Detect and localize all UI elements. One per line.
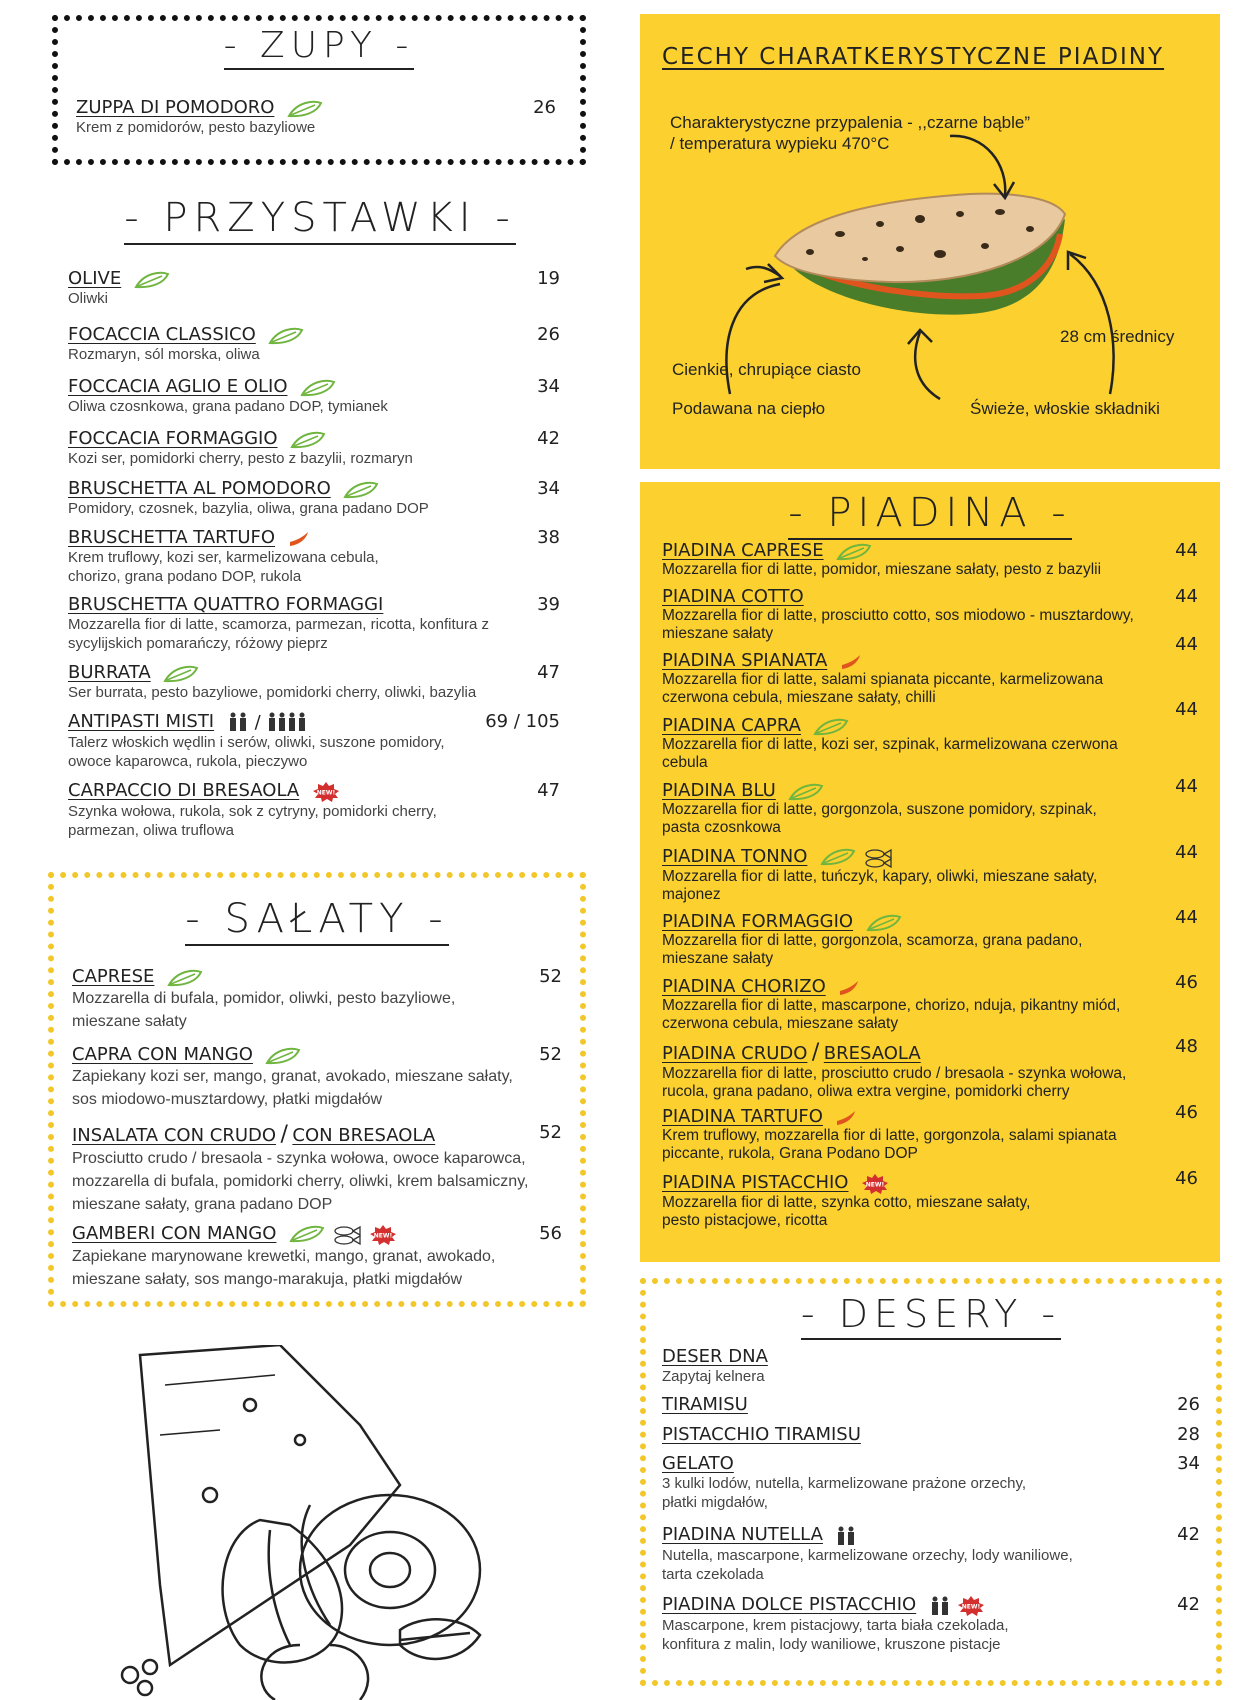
- item-description: konfitura z malin, lody waniliowe, kruszone pistacje: [662, 1635, 1001, 1653]
- menu-item: [662, 1524, 1200, 1584]
- menu-item: [72, 1122, 562, 1216]
- menu-item: [68, 662, 560, 702]
- item-description: Mozzarella fior di latte, tuńczyk, kapary, oliwki, mieszane sałaty,: [662, 867, 1098, 885]
- menu-item: [662, 1102, 1198, 1163]
- item-description: Mozzarella fior di latte, gorgonzola, scamorza, grana padano,: [662, 932, 1083, 949]
- menu-item: [68, 428, 560, 468]
- section-piadina: [640, 482, 1220, 1262]
- item-description: Zapiekane marynowane krewetki, mango, granat, awokado,: [72, 1247, 496, 1265]
- item-description: cebula: [662, 754, 708, 771]
- item-description: chorizo, grana podano DOP, rukola: [68, 568, 302, 585]
- item-name: GAMBERI CON MANGO: [72, 1223, 277, 1244]
- item-name: PIADINA CAPRESE: [662, 540, 824, 561]
- menu-item: [68, 376, 560, 416]
- leaf-icon: [343, 481, 379, 499]
- section-title: [60, 195, 580, 241]
- section-zupy: [52, 15, 586, 165]
- item-description: Pomidory, czosnek, bazylia, oliwa, grana padano DOP: [68, 500, 429, 517]
- item-price: 44: [1175, 540, 1198, 561]
- section-title: [58, 25, 580, 66]
- menu-item: [76, 97, 562, 137]
- feature-note: 28 cm średnicy: [1060, 327, 1175, 346]
- item-name: DESER DNA: [662, 1346, 768, 1367]
- item-description: Mozzarella fior di latte, gorgonzola, suszone pomidory, szpinak,: [662, 801, 1097, 818]
- leaf-icon: [163, 665, 199, 683]
- item-name: PIADINA COTTO: [662, 586, 804, 607]
- item-name: CAPRA CON MANGO: [72, 1044, 253, 1065]
- svg-text:NEW!: NEW!: [373, 1232, 393, 1240]
- leaf-icon: [820, 848, 856, 866]
- item-price: 52: [539, 1044, 562, 1065]
- item-name: BRESAOLA: [823, 1043, 921, 1064]
- menu-item: [662, 1594, 1200, 1654]
- menu-item: [662, 907, 1198, 968]
- item-description: majonez: [662, 885, 721, 903]
- feature-text: Charakterystyczne przypalenia - ,,czarne bąble”: [670, 113, 1030, 132]
- menu-item: [68, 268, 560, 308]
- item-name: PIADINA DOLCE PISTACCHIO: [662, 1594, 917, 1615]
- item-price: 34: [537, 376, 560, 397]
- item-price: 48: [1175, 1036, 1198, 1057]
- section-title: [54, 896, 580, 942]
- menu-item: [72, 1044, 562, 1111]
- item-name: FOCCACIA AGLIO E OLIO: [68, 376, 288, 397]
- item-name: PIADINA FORMAGGIO: [662, 911, 854, 932]
- leaf-icon: [134, 271, 170, 289]
- menu-item: [662, 634, 1198, 707]
- new-badge-icon: [861, 1174, 889, 1194]
- piadina-illustration: [640, 14, 1220, 469]
- menu-item: [662, 1394, 1200, 1415]
- item-description: sos miodowo-musztardowy, płatki migdałów: [72, 1091, 383, 1108]
- piadina-features-panel: [640, 14, 1220, 469]
- chili-icon: [840, 653, 862, 671]
- garlic-cheese-illustration: [100, 1345, 520, 1700]
- item-name: PIADINA PISTACCHIO: [662, 1172, 849, 1193]
- item-price: 44: [1175, 634, 1198, 655]
- item-description: Mozzarella fior di latte, kozi ser, szpinak, karmelizowana czerwona: [662, 736, 1118, 753]
- item-description: Ser burrata, pesto bazyliowe, pomidorki cherry, oliwki, bazylia: [68, 684, 477, 701]
- leaf-icon: [289, 1225, 325, 1243]
- desery-list: [662, 1346, 1200, 1680]
- item-description: Mascarpone, krem pistacjowy, tarta biała czekolada,: [662, 1616, 1009, 1634]
- item-name: GELATO: [662, 1453, 734, 1474]
- item-price: 44: [1175, 586, 1198, 607]
- menu-item: [68, 594, 560, 653]
- feature-note: Podawana na ciepło: [672, 399, 826, 418]
- menu-item: [662, 1424, 1200, 1445]
- item-description: pesto pistacjowe, ricotta: [662, 1211, 828, 1229]
- salaty-title: - SAŁATY -: [185, 896, 448, 946]
- item-description: Oliwa czosnkowa, grana padano DOP, tymianek: [68, 398, 388, 415]
- item-description: Prosciutto crudo / bresaola - szynka wołowa, owoce kaparowca,: [72, 1150, 526, 1167]
- item-description: mieszane sałaty, sos mango-marakuja, płatki migdałów: [72, 1270, 463, 1288]
- item-description: Mozzarella fior di latte, szynka cotto, mieszane sałaty,: [662, 1193, 1031, 1211]
- item-description: Oliwki: [68, 290, 108, 307]
- item-price: 26: [533, 97, 556, 118]
- menu-item: [662, 776, 1198, 837]
- item-price: 42: [1177, 1524, 1200, 1545]
- fish-icon: [862, 848, 894, 868]
- menu-item: [68, 780, 560, 840]
- section-title: [640, 490, 1220, 536]
- menu-item: [662, 699, 1198, 772]
- leaf-icon: [167, 969, 203, 987]
- item-price: 26: [537, 324, 560, 345]
- item-price: 44: [1175, 842, 1198, 863]
- menu-item: [662, 1168, 1198, 1230]
- item-description: rucola, grana padano, oliwa extra vergine, pomidorki cherry: [662, 1083, 1070, 1100]
- item-description: Rozmaryn, sól morska, oliwa: [68, 346, 260, 363]
- item-price: 26: [1177, 1394, 1200, 1415]
- menu-item: [68, 324, 560, 364]
- desery-title: - DESERY -: [801, 1292, 1061, 1340]
- item-price: 19: [537, 268, 560, 289]
- item-price: 42: [537, 428, 560, 449]
- separator: /: [280, 1122, 288, 1147]
- item-price: 42: [1177, 1594, 1200, 1615]
- fish-icon: [331, 1225, 363, 1245]
- item-name: ANTIPASTI MISTI: [68, 711, 215, 732]
- item-price: 44: [1175, 776, 1198, 797]
- item-name: FOCACCIA CLASSICO: [68, 324, 256, 345]
- item-description: Mozzarella fior di latte, salami spianata piccante, karmelizowana: [662, 671, 1104, 688]
- item-name: PIADINA CAPRA: [662, 715, 801, 736]
- leaf-icon: [287, 100, 323, 118]
- item-description: Krem truflowy, kozi ser, karmelizowana cebula,: [68, 549, 379, 566]
- menu-item: [68, 478, 560, 518]
- separator: /: [811, 1040, 820, 1065]
- section-desery: [640, 1278, 1222, 1686]
- menu-item: [662, 1036, 1198, 1101]
- new-badge-icon: [312, 782, 340, 802]
- item-price: 34: [1177, 1453, 1200, 1474]
- item-description: Mozzarella fior di latte, prosciutto cotto, sos miodowo - musztardowy,: [662, 607, 1134, 624]
- item-description: mieszane sałaty: [662, 950, 774, 967]
- item-price: 46: [1175, 972, 1198, 993]
- four-people-icon: [267, 712, 307, 732]
- menu-item: [68, 527, 560, 586]
- leaf-icon: [813, 718, 849, 736]
- item-name: ZUPPA DI POMODORO: [76, 97, 275, 118]
- svg-text:NEW!: NEW!: [961, 1603, 980, 1611]
- section-salaty: [48, 872, 586, 1307]
- menu-item: [662, 586, 1198, 643]
- item-description: Zapytaj kelnera: [662, 1368, 765, 1385]
- przystawki-list: [68, 268, 560, 848]
- leaf-icon: [265, 1047, 301, 1065]
- menu-item: [662, 842, 1198, 904]
- item-name: INSALATA CON CRUDO: [72, 1125, 277, 1146]
- new-badge-icon: [957, 1596, 985, 1616]
- menu-item: [662, 972, 1198, 1033]
- svg-text:NEW!: NEW!: [316, 789, 335, 797]
- item-name: PIADINA BLU: [662, 780, 776, 801]
- item-price: 46: [1175, 1168, 1198, 1189]
- two-people-icon: [227, 712, 249, 732]
- feature-note: Świeże, włoskie składniki: [970, 399, 1160, 418]
- chili-icon: [835, 1109, 857, 1127]
- new-badge-icon: [369, 1225, 397, 1245]
- item-name: BURRATA: [68, 662, 151, 683]
- item-name: PISTACCHIO TIRAMISU: [662, 1424, 861, 1445]
- chili-icon: [838, 979, 860, 997]
- item-price: 56: [539, 1223, 562, 1244]
- section-title: [646, 1292, 1216, 1336]
- item-description: pasta czosnkowa: [662, 819, 781, 836]
- item-description: mieszane sałaty: [662, 625, 774, 642]
- item-description: płatki migdałów,: [662, 1494, 768, 1511]
- chili-icon: [288, 530, 310, 548]
- menu-item: [72, 1223, 562, 1291]
- item-price: 47: [537, 662, 560, 683]
- item-name: PIADINA CRUDO: [662, 1043, 808, 1064]
- item-name: PIADINA TONNO: [662, 846, 808, 867]
- item-price: 46: [1175, 1102, 1198, 1123]
- item-description: sycylijskich pomarańczy, różowy pieprz: [68, 635, 328, 652]
- item-description: Kozi ser, pomidorki cherry, pesto z bazylii, rozmaryn: [68, 450, 413, 467]
- leaf-icon: [268, 327, 304, 345]
- item-description: Mozzarella fior di latte, pomidor, mieszane sałaty, pesto z bazylii: [662, 561, 1102, 578]
- leaf-icon: [836, 543, 872, 561]
- item-name: PIADINA NUTELLA: [662, 1524, 823, 1545]
- item-name: CON BRESAOLA: [292, 1125, 436, 1146]
- item-description: Mozzarella fior di latte, mascarpone, chorizo, nduja, pikantny miód,: [662, 997, 1121, 1014]
- item-name: BRUSCHETTA QUATTRO FORMAGGI: [68, 594, 384, 615]
- svg-text:NEW!: NEW!: [865, 1181, 885, 1189]
- item-description: czerwona cebula, mieszane sałaty, chilli: [662, 689, 936, 706]
- piadina-list: [662, 540, 1198, 1262]
- item-price: 52: [539, 1122, 562, 1143]
- item-description: Mozzarella fior di latte, prosciutto crudo / bresaola - szynka wołowa,: [662, 1065, 1127, 1082]
- item-description: Szynka wołowa, rukola, sok z cytryny, pomidorki cherry,: [68, 802, 437, 820]
- przystawki-title: - PRZYSTAWKI -: [124, 195, 516, 245]
- item-description: Zapiekany kozi ser, mango, granat, avokado, mieszane sałaty,: [72, 1068, 513, 1085]
- item-price: 44: [1175, 907, 1198, 928]
- leaf-icon: [300, 379, 336, 397]
- item-price: 28: [1177, 1424, 1200, 1445]
- item-price: 52: [539, 966, 562, 987]
- item-price: 44: [1175, 699, 1198, 720]
- item-description: mozzarella di bufala, pomidorki cherry, oliwki, krem balsamiczny,: [72, 1173, 529, 1190]
- item-price: 39: [537, 594, 560, 615]
- item-price: 34: [537, 478, 560, 499]
- item-name: TIRAMISU: [662, 1394, 748, 1415]
- feature-text: / temperatura wypieku 470°C: [670, 134, 890, 153]
- menu-item: [72, 966, 562, 1033]
- menu-item: [662, 1453, 1200, 1512]
- leaf-icon: [866, 914, 902, 932]
- item-description: Krem z pomidorów, pesto bazyliowe: [76, 119, 316, 136]
- item-name: PIADINA TARTUFO: [662, 1106, 823, 1127]
- item-price: 69 / 105: [485, 711, 560, 732]
- item-name: CARPACCIO DI BRESAOLA: [68, 780, 300, 801]
- feature-note: Cienkie, chrupiące ciasto: [672, 360, 861, 379]
- item-price: 47: [537, 780, 560, 801]
- item-price: 38: [537, 527, 560, 548]
- two-people-icon: [835, 1526, 857, 1546]
- zupy-title: - ZUPY -: [224, 25, 415, 70]
- item-description: tarta czekolada: [662, 1565, 764, 1583]
- two-people-icon: [929, 1596, 951, 1616]
- item-description: Mozzarella fior di latte, scamorza, parmezan, ricotta, konfitura z: [68, 616, 489, 633]
- item-description: mieszane sałaty, grana padano DOP: [72, 1196, 333, 1213]
- menu-item: [662, 540, 1198, 579]
- item-description: parmezan, oliwa truflowa: [68, 821, 234, 839]
- item-name: FOCCACIA FORMAGGIO: [68, 428, 278, 449]
- menu-item: [662, 1346, 1200, 1386]
- features-title: CECHY CHARATKERYSTYCZNE PIADINY: [662, 44, 1165, 70]
- item-name: OLIVE: [68, 268, 122, 289]
- item-description: owoce kaparowca, rukola, pieczywo: [68, 753, 308, 771]
- separator: /: [254, 712, 261, 734]
- item-description: 3 kulki lodów, nutella, karmelizowane prażone orzechy,: [662, 1475, 1027, 1492]
- item-name: CAPRESE: [72, 966, 155, 987]
- item-name: BRUSCHETTA TARTUFO: [68, 527, 276, 548]
- piadina-title: - PIADINA -: [788, 490, 1071, 540]
- leaf-icon: [788, 783, 824, 801]
- item-description: Krem truflowy, mozzarella fior di latte, gorgonzola, salami spianata: [662, 1127, 1117, 1144]
- item-description: Nutella, mascarpone, karmelizowane orzechy, lody waniliowe,: [662, 1546, 1073, 1564]
- item-description: Talerz włoskich wędlin i serów, oliwki, suszone pomidory,: [68, 734, 445, 752]
- item-name: PIADINA SPIANATA: [662, 650, 828, 671]
- leaf-icon: [290, 431, 326, 449]
- item-description: Mozzarella di bufala, pomidor, oliwki, pesto bazyliowe,: [72, 990, 456, 1007]
- item-description: mieszane sałaty: [72, 1013, 187, 1030]
- menu-item: [68, 711, 560, 771]
- item-description: piccante, rukola, Grana Podano DOP: [662, 1145, 918, 1162]
- item-description: czerwona cebula, mieszane sałaty: [662, 1015, 899, 1032]
- item-name: PIADINA CHORIZO: [662, 976, 826, 997]
- item-name: BRUSCHETTA AL POMODORO: [68, 478, 331, 499]
